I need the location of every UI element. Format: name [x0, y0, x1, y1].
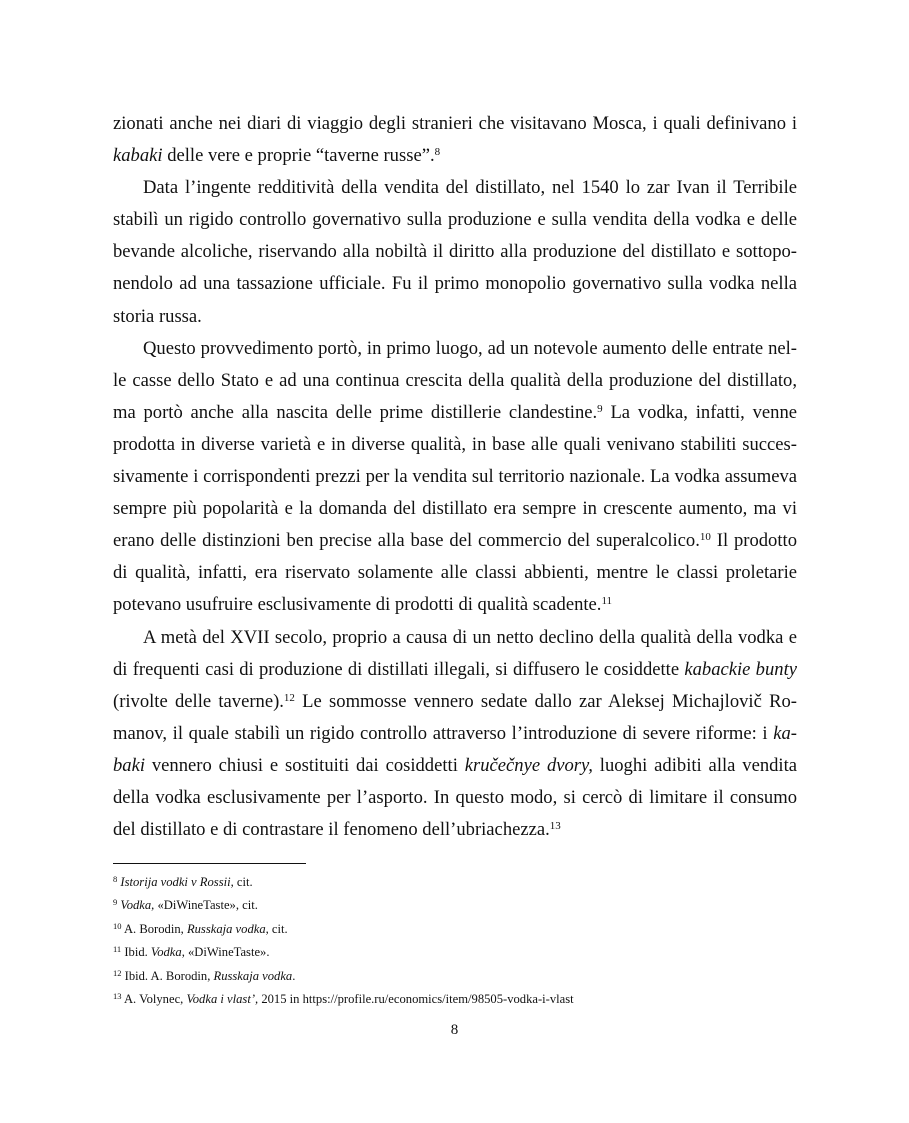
italic-text: kabackie bunty	[684, 658, 797, 680]
italic-text: Vodka i vlast’,	[186, 992, 259, 1007]
text-run: cit.	[268, 921, 288, 936]
text-run: zionati anche nei diari di viaggio degli stranieri che visitavano Mosca, i quali definivano i	[113, 113, 797, 134]
footnote-separator	[113, 863, 306, 864]
footnote-marker: 11	[601, 595, 613, 608]
text-run: luoghi adibiti alla vendita della vodka esclusivamente per l’asporto. In questo modo, si cercò di limitare il consumo del distillato e di contrastare il fenomeno dell’ubriachezza.	[113, 754, 797, 841]
italic-text: kabaki	[113, 145, 163, 167]
footnote-marker: 12	[283, 691, 295, 704]
footnote-link[interactable]	[113, 988, 797, 1011]
footnote-marker: 13	[113, 991, 122, 1002]
footnote-marker: 10	[699, 531, 711, 544]
text-run: Ibid.	[121, 945, 151, 960]
footnote-marker: 13	[549, 820, 561, 833]
text-run: La vodka, infatti, venne prodotta in diverse varietà e in diverse qualità, in base alle quali venivano stabiliti successivamente i corrispondenti prezzi per la vendita sul territorio nazionale. La vodka assumeva sempre più popolarità e la domanda del distillato era sempre in crescente aumento, ma vi erano delle distinzioni ben precise alla base del commercio del superalcolico.	[113, 401, 797, 552]
italic-text: kručečnye dvory,	[464, 754, 593, 776]
footnotes	[113, 871, 797, 1011]
footnote-marker: 8	[434, 146, 441, 159]
body-text	[113, 108, 797, 846]
footnote-marker: 9	[113, 897, 118, 908]
paragraph	[113, 172, 797, 332]
footnote	[113, 894, 797, 917]
footnote-marker: 9	[597, 402, 603, 415]
footnote-marker: 12	[113, 967, 122, 978]
text-run: Data l’ingente redditività della vendita del distillato, nel 1540 lo zar Ivan il Terribile stabilì un rigido controllo governativo sulla produzione e sulla vendita della vodka e delle bevande alcoliche, riservando alla nobiltà il diritto alla produzione del distillato e sottoponendolo ad una tassazione ufficiale. Fu il primo monopolio governativo sulla vodka nella storia russa.	[113, 177, 797, 327]
text-run: vennero chiusi e sostituiti dai cosiddetti	[145, 754, 465, 776]
text-run: A. Borodin,	[121, 921, 187, 936]
italic-text: Vodka	[150, 945, 182, 960]
footnote	[113, 941, 797, 964]
footnote	[113, 965, 797, 988]
italic-text: Russkaja vodka	[213, 968, 293, 983]
text-run: Il prodotto di qualità, infatti, era riservato solamente alle classi abbienti, mentre le classi proletarie potevano usufruire esclusivamente di prodotti di qualità scadente.	[113, 530, 797, 616]
italic-text: Russkaja vodka,	[186, 921, 269, 936]
footnote	[113, 871, 797, 894]
italic-text: kabaki	[113, 722, 797, 776]
italic-text: Vodka,	[120, 898, 155, 913]
text-run: Le sommosse vennero sedate dallo zar Aleksej Michajlovič Romanov, il quale stabilì un rigido controllo attraverso l’introduzione di severe riforme: i	[113, 690, 797, 744]
text-run: Ibid. A. Borodin,	[121, 968, 214, 983]
paragraph	[113, 333, 797, 622]
text-run: cit.	[233, 875, 253, 889]
text-run: 2015 in https://profile.ru/economics/item/98505-vodka-i-vlast	[258, 992, 574, 1007]
text-run: , «DiWineTaste».	[181, 945, 270, 960]
paragraph	[113, 108, 797, 172]
text-run: A metà del XVII secolo, proprio a causa di un netto declino della qualità della vodka e di frequenti casi di produzione di distillati illegali, si diffusero le cosiddette	[113, 626, 797, 680]
footnote-marker: 11	[113, 944, 122, 955]
paragraph	[113, 622, 797, 847]
text-run: delle vere e proprie “taverne russe”.	[162, 145, 435, 167]
page-number: 8	[450, 1022, 459, 1038]
footnote-marker: 8	[113, 874, 118, 885]
footnote-marker: 10	[113, 921, 122, 931]
footnote	[113, 918, 797, 941]
text-run: A. Volynec,	[121, 992, 187, 1007]
text-run: .	[292, 968, 296, 983]
text-run: (rivolte delle taverne).	[113, 690, 284, 712]
text-run: «DiWineTaste», cit.	[154, 898, 258, 913]
italic-text: Istorija vodki v Rossii,	[120, 875, 234, 889]
text-run: Questo provvedimento portò, in primo luogo, ad un notevole aumento delle entrate nelle casse dello Stato e ad una continua crescita della qualità della produzione del distillato, ma portò anche alla nascita delle prime distillerie clandestine.	[113, 337, 797, 423]
